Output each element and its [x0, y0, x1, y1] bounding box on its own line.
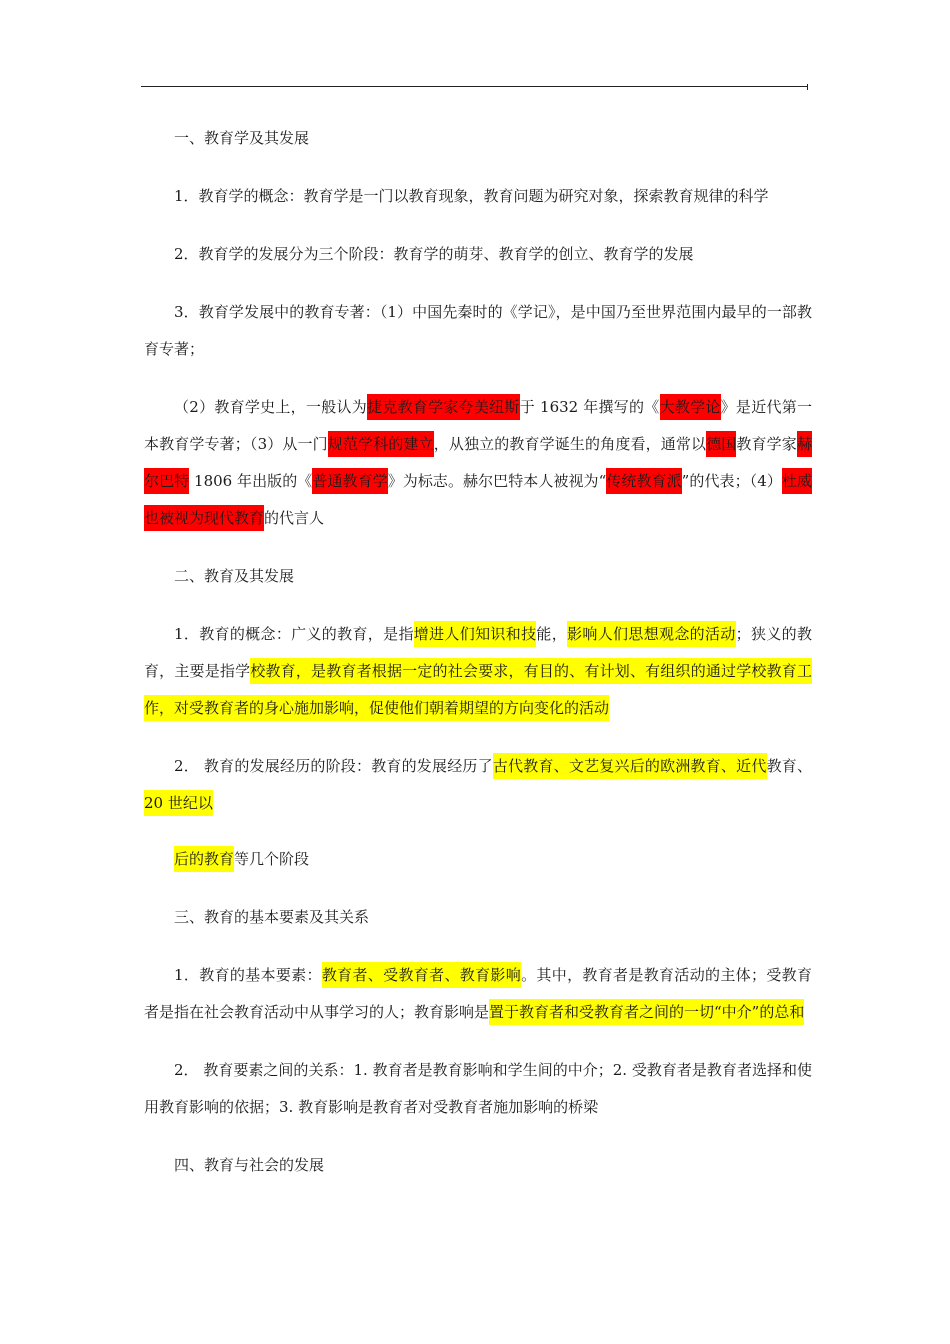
- text-run: 1．教育的基本要素：: [174, 966, 322, 984]
- section-3-paragraph-1: [144, 957, 812, 1031]
- yellow-highlight: 20 世纪以: [144, 790, 213, 816]
- section-2-title: 二、教育及其发展: [174, 567, 295, 585]
- red-highlight: 传统教育派: [606, 468, 681, 494]
- text-run: 1806 年出版的《: [189, 472, 313, 490]
- text-run: ，从独立的教育学诞生的角度看，通常以: [433, 435, 707, 453]
- red-highlight: 德国: [706, 431, 736, 457]
- text-run: （2）教育学史上，一般认为: [174, 398, 368, 416]
- red-highlight: 赫尔巴特: [144, 431, 812, 494]
- section-1-title: 一、教育学及其发展: [174, 129, 310, 147]
- text-run: 。其中，教育者是教育活动的主体；受教育者是指在社会教育活动中从事学习的人；教育影响是: [144, 966, 812, 1021]
- text-run: 等几个阶段: [234, 850, 310, 868]
- red-highlight: 普通教育学: [312, 468, 387, 494]
- text-run: 能，: [536, 625, 568, 643]
- text-run: 》为标志。赫尔巴特本人被视为“: [387, 472, 607, 490]
- section-4-title: 四、教育与社会的发展: [174, 1156, 325, 1174]
- yellow-highlight: 教育者、受教育者、教育影响: [322, 962, 521, 988]
- red-highlight: 杜威也被视为现代教育: [144, 468, 812, 531]
- yellow-highlight: 增进人们知识和技: [414, 621, 537, 647]
- section-3-title: 三、教育的基本要素及其关系: [174, 908, 370, 926]
- red-highlight: 捷克教育学家夸美纽斯: [367, 394, 520, 420]
- yellow-highlight: 校教育，是教育者根据一定的社会要求，有目的、有计划、有组织的通过学校教育工作，对受教育者的身心施加影响，促使他们朝着期望的方向变化的活动: [144, 658, 812, 721]
- text-run: 于 1632 年撰写的《: [519, 398, 660, 416]
- red-highlight: 规范学科的建立: [328, 431, 434, 457]
- text-run: 教育学家: [736, 435, 797, 453]
- yellow-highlight: 影响人们思想观念的活动: [567, 621, 736, 647]
- header-rule-tick: [807, 84, 808, 90]
- section-2-paragraph-2: [144, 748, 812, 822]
- yellow-highlight: 后的教育: [174, 846, 234, 872]
- section-1-paragraph-4: [144, 389, 812, 537]
- section-3-paragraph-2: 2． 教育要素之间的关系：1. 教育者是教育影响和学生间的中介；2. 受教育者是教育者选择和使用教育影响的依据；3. 教育影响是教育者对受教育者施加影响的桥梁: [144, 1061, 812, 1116]
- text-run: 教育、: [766, 757, 812, 775]
- text-run: ；狭义的教育，主要是指学: [144, 625, 812, 680]
- header-rule: [141, 86, 808, 87]
- yellow-highlight: 置于教育者和受教育者之间的一切“中介”的总和: [489, 999, 804, 1025]
- text-run: 》是近代第一本教育学专著；（3）从一门: [144, 398, 812, 453]
- text-run: ”的代表；（4）: [681, 472, 782, 490]
- section-2-paragraph-2-continued: [144, 841, 812, 878]
- text-run: 1．教育的概念：广义的教育，是指: [174, 625, 414, 643]
- section-2-paragraph-1: [144, 616, 812, 727]
- section-1-paragraph-3: 3．教育学发展中的教育专著：（1）中国先秦时的《学记》，是中国乃至世界范围内最早的一部教育专著；: [144, 303, 812, 358]
- red-highlight: 大教学论: [660, 394, 721, 420]
- text-run: 2． 教育的发展经历的阶段：教育的发展经历了: [174, 757, 493, 775]
- section-1-paragraph-2: 2．教育学的发展分为三个阶段：教育学的萌芽、教育学的创立、教育学的发展: [174, 245, 694, 263]
- yellow-highlight: 古代教育、文艺复兴后的欧洲教育、近代: [493, 753, 767, 779]
- text-run: 的代言人: [264, 509, 325, 527]
- document-body: [144, 120, 812, 1205]
- section-1-paragraph-1: 1．教育学的概念：教育学是一门以教育现象，教育问题为研究对象，探索教育规律的科学: [174, 187, 769, 205]
